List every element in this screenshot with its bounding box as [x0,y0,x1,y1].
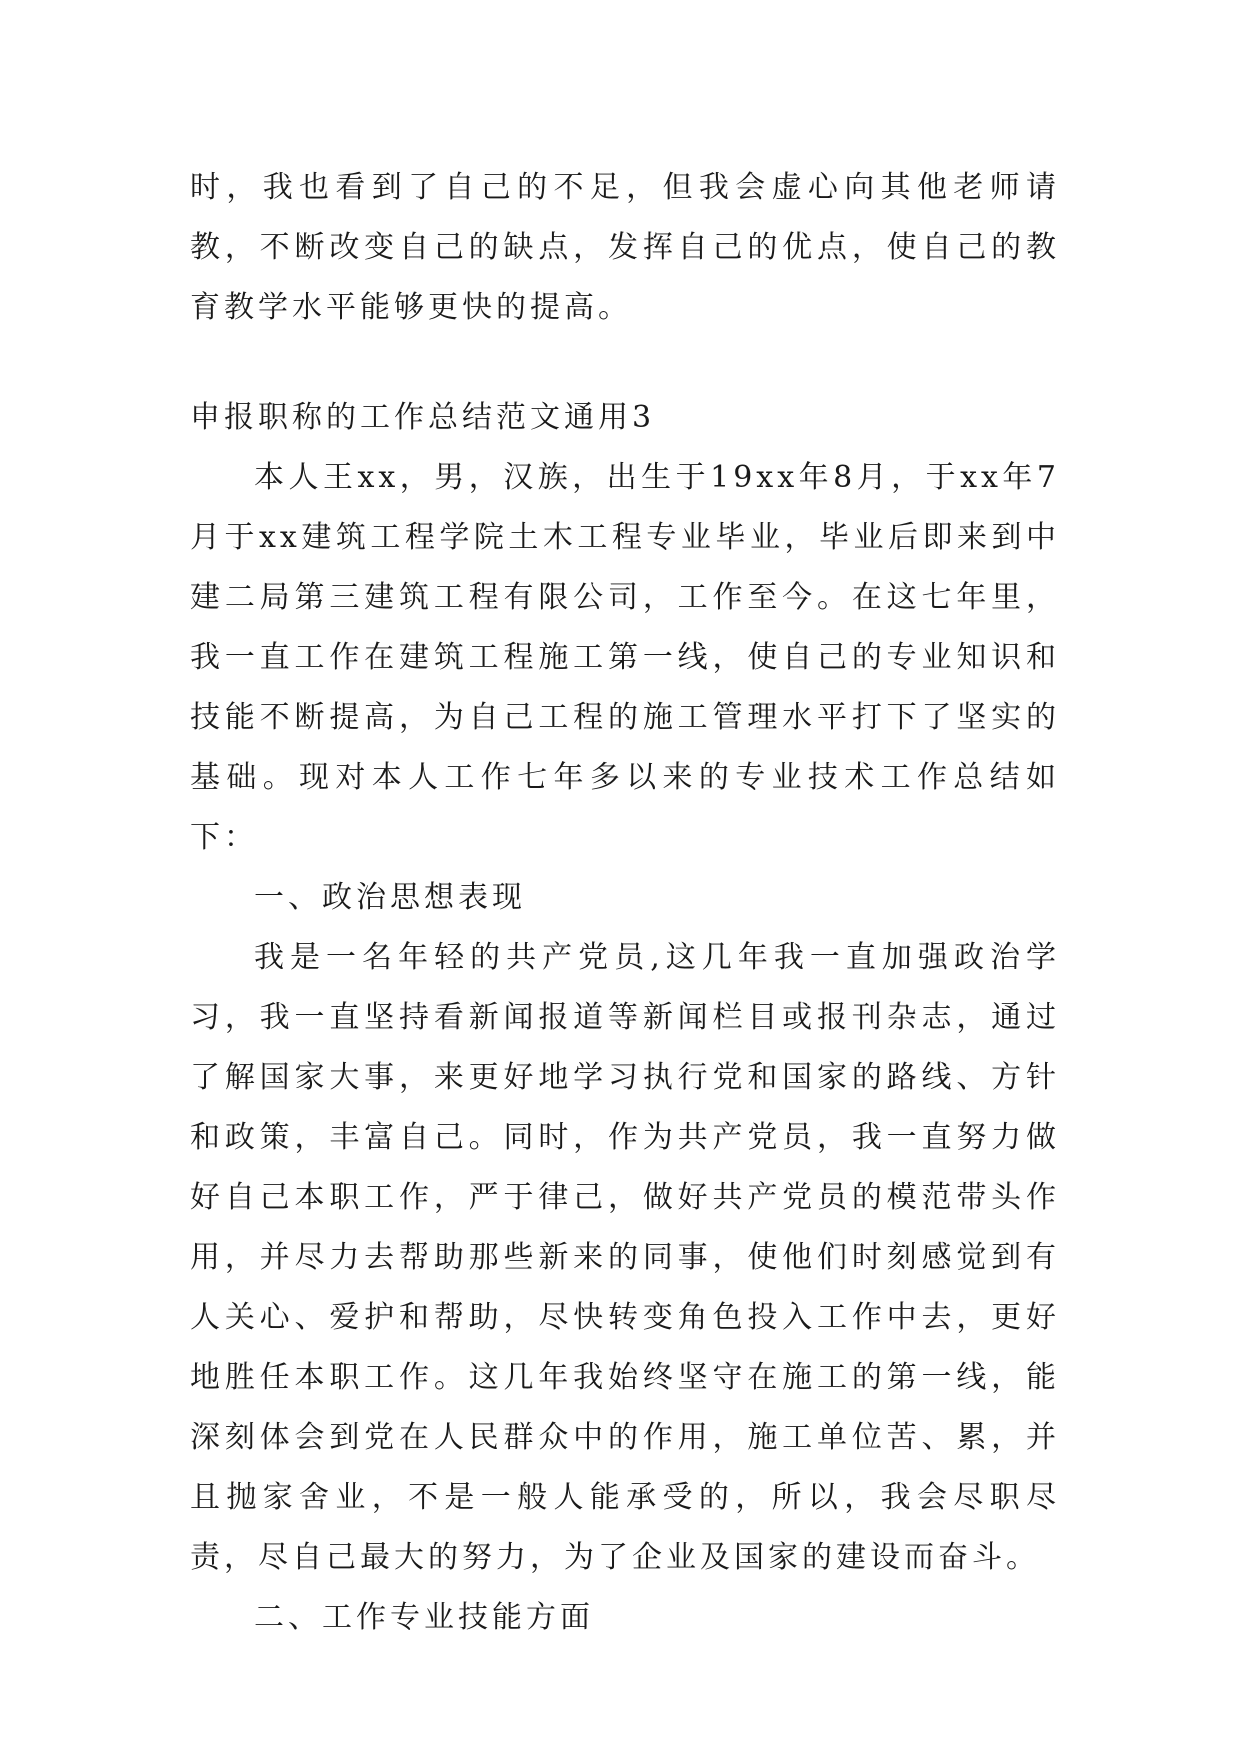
heading-political: 一、政治思想表现 [254,880,526,915]
section-title: 申报职称的工作总结范文通用3 [190,400,656,435]
carryover-paragraph: 时，我也看到了自己的不足，但我会虚心向其他老师请教，不断改变自己的缺点，发挥自己的优点，使自己的教育教学水平能够更快的提高。 [190,170,1060,325]
heading-professional: 二、工作专业技能方面 [254,1600,594,1635]
main-section [190,388,1060,1648]
political-paragraph: 我是一名年轻的共产党员,这几年我一直加强政治学习，我一直坚持看新闻报道等新闻栏目或报刊杂志，通过了解国家大事，来更好地学习执行党和国家的路线、方针和政策，丰富自己。同时，作为共产党员，我一直努力做好自己本职工作，严于律己，做好共产党员的模范带头作用，并尽力去帮助那些新来的同事，使他们时刻感觉到有人关心、爱护和帮助，尽快转变角色投入工作中去，更好地胜任本职工作。这几年我始终坚守在施工的第一线，能深刻体会到党在人民群众中的作用，施工单位苦、累，并且抛家舍业，不是一般人能承受的，所以，我会尽职尽责，尽自己最大的努力，为了企业及国家的建设而奋斗。 [190,940,1060,1575]
carryover-section [190,158,1060,338]
intro-paragraph: 本人王xx，男，汉族，出生于19xx年8月，于xx年7月于xx建筑工程学院土木工程专业毕业，毕业后即来到中建二局第三建筑工程有限公司，工作至今。在这七年里，我一直工作在建筑工程施工第一线，使自己的专业知识和技能不断提高，为自己工程的施工管理水平打下了坚实的基础。现对本人工作七年多以来的专业技术工作总结如下： [190,460,1060,855]
